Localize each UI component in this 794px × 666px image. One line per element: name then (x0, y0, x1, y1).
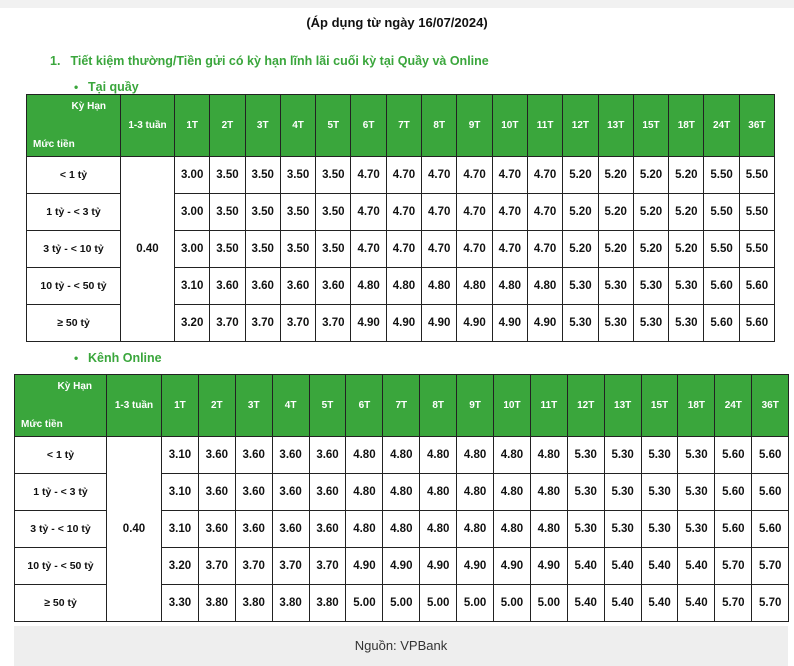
rate-cell: 3.50 (245, 194, 280, 231)
rate-cell: 4.70 (527, 194, 562, 231)
rate-cell: 3.00 (175, 194, 210, 231)
rate-cell: 3.70 (272, 548, 309, 585)
short-term-header (107, 375, 162, 437)
rate-cell: 4.80 (420, 511, 457, 548)
term-header-15t: 15T (641, 375, 678, 437)
rate-cell: 3.60 (245, 268, 280, 305)
rate-cell: 4.80 (346, 474, 383, 511)
rate-cell: 3.50 (316, 194, 351, 231)
short-term-rate: 0.40 (107, 437, 162, 622)
rate-cell: 5.00 (494, 585, 531, 622)
rate-cell: 5.30 (604, 474, 641, 511)
rate-cell: 4.80 (383, 511, 420, 548)
rate-cell: 3.60 (272, 437, 309, 474)
rate-cell: 3.50 (316, 231, 351, 268)
rate-cell: 5.20 (669, 157, 704, 194)
rate-cell: 5.30 (604, 511, 641, 548)
rate-cell: 4.70 (422, 231, 457, 268)
section-number: 1. (50, 54, 61, 68)
rate-cell: 4.80 (386, 268, 421, 305)
term-header-36t: 36T (752, 375, 789, 437)
short-term-rate: 0.40 (121, 157, 175, 342)
rate-cell: 5.20 (563, 194, 598, 231)
rate-cell: 5.30 (641, 474, 678, 511)
rate-cell: 5.20 (633, 231, 668, 268)
tier-label: 10 tỷ - < 50 tỷ (27, 268, 121, 305)
rate-cell: 5.20 (563, 157, 598, 194)
rate-cell: 4.80 (494, 437, 531, 474)
rate-cell: 4.80 (530, 437, 567, 474)
rate-cell: 3.70 (198, 548, 235, 585)
rate-cell: 4.70 (492, 157, 527, 194)
tier-label: 1 tỷ - < 3 tỷ (15, 474, 107, 511)
online-heading (74, 351, 162, 365)
rate-cell: 4.90 (494, 548, 531, 585)
term-header-6t: 6T (351, 95, 386, 157)
rate-cell: 3.80 (198, 585, 235, 622)
rate-cell: 4.90 (457, 305, 492, 342)
rate-cell: 4.80 (492, 268, 527, 305)
rate-cell: 5.20 (598, 231, 633, 268)
rate-cell: 4.80 (527, 268, 562, 305)
rate-cell: 5.30 (633, 268, 668, 305)
term-header-24t: 24T (715, 375, 752, 437)
rate-cell: 5.70 (752, 548, 789, 585)
rate-cell: 5.60 (715, 437, 752, 474)
term-header-12t: 12T (567, 375, 604, 437)
table-row (27, 157, 775, 194)
rate-cell: 5.50 (739, 157, 774, 194)
rate-cell: 4.70 (386, 194, 421, 231)
rate-cell: 4.80 (494, 511, 531, 548)
rate-cell: 5.30 (563, 268, 598, 305)
rate-cell: 4.90 (457, 548, 494, 585)
rate-cell: 3.60 (210, 268, 245, 305)
rate-cell: 4.70 (351, 157, 386, 194)
rate-cell: 3.60 (280, 268, 315, 305)
rate-cell: 4.70 (422, 194, 457, 231)
rate-cell: 3.50 (280, 194, 315, 231)
rate-cell: 5.30 (678, 437, 715, 474)
rate-cell: 3.50 (245, 231, 280, 268)
rate-cell: 4.70 (492, 231, 527, 268)
term-axis-label: Kỳ Hạn (57, 381, 92, 392)
counter-rate-table (26, 94, 775, 342)
rate-cell: 4.80 (351, 268, 386, 305)
rate-cell: 3.60 (198, 474, 235, 511)
rate-cell: 5.20 (563, 231, 598, 268)
rate-cell: 4.80 (383, 437, 420, 474)
rate-cell: 5.50 (704, 194, 739, 231)
rate-cell: 5.20 (598, 157, 633, 194)
rate-cell: 5.00 (383, 585, 420, 622)
term-header-6t: 6T (346, 375, 383, 437)
rate-cell: 5.30 (604, 437, 641, 474)
bullet-icon: • (74, 80, 79, 94)
rate-cell: 5.50 (739, 231, 774, 268)
rate-cell: 5.20 (669, 194, 704, 231)
rate-cell: 5.00 (346, 585, 383, 622)
term-header-4t: 4T (272, 375, 309, 437)
rate-cell: 3.00 (175, 231, 210, 268)
tier-label: 10 tỷ - < 50 tỷ (15, 548, 107, 585)
rate-cell: 5.40 (604, 548, 641, 585)
term-header-13t: 13T (598, 95, 633, 157)
rate-cell: 5.40 (567, 585, 604, 622)
rate-cell: 3.50 (245, 157, 280, 194)
term-header-11t: 11T (530, 375, 567, 437)
rate-cell: 3.60 (309, 437, 346, 474)
tier-label: 1 tỷ - < 3 tỷ (27, 194, 121, 231)
top-bar (0, 0, 794, 8)
rate-cell: 5.20 (633, 194, 668, 231)
rate-cell: 5.60 (715, 474, 752, 511)
rate-cell: 4.70 (386, 157, 421, 194)
term-header-2t: 2T (210, 95, 245, 157)
rate-cell: 3.80 (235, 585, 272, 622)
counter-heading (74, 80, 139, 94)
rate-cell: 5.30 (567, 437, 604, 474)
rate-cell: 3.60 (235, 437, 272, 474)
term-header-5t: 5T (309, 375, 346, 437)
rate-cell: 5.50 (739, 194, 774, 231)
rate-cell: 3.50 (280, 157, 315, 194)
rate-cell: 4.70 (527, 231, 562, 268)
term-header-3t: 3T (245, 95, 280, 157)
rate-cell: 3.50 (210, 157, 245, 194)
rate-cell: 5.30 (563, 305, 598, 342)
rate-cell: 4.80 (494, 474, 531, 511)
term-header-3t: 3T (235, 375, 272, 437)
rate-cell: 3.70 (210, 305, 245, 342)
term-header-18t: 18T (678, 375, 715, 437)
rate-cell: 5.70 (715, 548, 752, 585)
rate-cell: 3.10 (162, 437, 199, 474)
online-heading-label: Kênh Online (88, 351, 162, 365)
rate-cell: 3.60 (272, 474, 309, 511)
rate-cell: 5.60 (739, 268, 774, 305)
term-header-13t: 13T (604, 375, 641, 437)
rate-cell: 4.80 (420, 437, 457, 474)
bullet-icon: • (74, 351, 79, 365)
corner-header-cell (27, 95, 121, 157)
rate-cell: 4.90 (530, 548, 567, 585)
rate-cell: 5.30 (669, 305, 704, 342)
term-header-8t: 8T (422, 95, 457, 157)
rate-cell: 5.00 (457, 585, 494, 622)
term-header-18t: 18T (669, 95, 704, 157)
rate-cell: 4.70 (351, 194, 386, 231)
term-header-9t: 9T (457, 95, 492, 157)
rate-cell: 5.40 (678, 548, 715, 585)
tier-label: ≥ 50 tỷ (15, 585, 107, 622)
rate-cell: 3.70 (309, 548, 346, 585)
rate-cell: 3.50 (210, 231, 245, 268)
short-term-header (121, 95, 175, 157)
rate-cell: 3.70 (235, 548, 272, 585)
rate-cell: 4.80 (530, 511, 567, 548)
rate-cell: 4.70 (457, 194, 492, 231)
rate-cell: 3.20 (162, 548, 199, 585)
term-header-1t: 1T (175, 95, 210, 157)
rate-cell: 5.60 (752, 437, 789, 474)
term-header-11t: 11T (527, 95, 562, 157)
rate-cell: 4.80 (457, 511, 494, 548)
rate-cell: 5.40 (678, 585, 715, 622)
term-header-36t: 36T (739, 95, 774, 157)
term-axis-label: Kỳ Hạn (71, 101, 106, 112)
rate-cell: 3.30 (162, 585, 199, 622)
rate-cell: 5.70 (752, 585, 789, 622)
rate-cell: 5.30 (598, 305, 633, 342)
rate-cell: 5.60 (715, 511, 752, 548)
rate-cell: 5.20 (669, 231, 704, 268)
rate-cell: 5.40 (604, 585, 641, 622)
rate-cell: 3.80 (309, 585, 346, 622)
table-header-row (27, 95, 775, 157)
corner-header-cell (15, 375, 107, 437)
rate-cell: 4.90 (351, 305, 386, 342)
rate-cell: 5.00 (530, 585, 567, 622)
short-term-label: 1-3 tuần (128, 119, 167, 131)
rate-cell: 4.90 (346, 548, 383, 585)
table-header-row (15, 375, 789, 437)
source-text: Nguồn: VPBank (354, 638, 448, 653)
rate-cell: 4.90 (492, 305, 527, 342)
rate-cell: 4.70 (527, 157, 562, 194)
rate-cell: 5.30 (567, 511, 604, 548)
term-header-10t: 10T (492, 95, 527, 157)
term-header-1t: 1T (162, 375, 199, 437)
rate-cell: 5.30 (641, 437, 678, 474)
rate-cell: 5.20 (633, 157, 668, 194)
rate-cell: 4.70 (492, 194, 527, 231)
rate-cell: 3.60 (316, 268, 351, 305)
rate-cell: 5.70 (715, 585, 752, 622)
source-footer (14, 626, 788, 666)
rate-cell: 3.60 (198, 511, 235, 548)
term-header-4t: 4T (280, 95, 315, 157)
rate-cell: 5.30 (678, 474, 715, 511)
rate-cell: 3.60 (309, 511, 346, 548)
rate-cell: 4.80 (457, 474, 494, 511)
term-header-15t: 15T (633, 95, 668, 157)
rate-cell: 5.30 (567, 474, 604, 511)
tier-label: < 1 tỷ (15, 437, 107, 474)
rate-cell: 5.60 (752, 474, 789, 511)
term-header-7t: 7T (386, 95, 421, 157)
rate-cell: 3.60 (272, 511, 309, 548)
rate-cell: 4.80 (346, 437, 383, 474)
rate-cell: 3.60 (309, 474, 346, 511)
rate-cell: 4.80 (346, 511, 383, 548)
rate-cell: 4.80 (383, 474, 420, 511)
rate-cell: 4.80 (530, 474, 567, 511)
term-header-24t: 24T (704, 95, 739, 157)
rate-cell: 3.10 (175, 268, 210, 305)
rate-cell: 3.60 (198, 437, 235, 474)
rate-cell: 3.70 (316, 305, 351, 342)
rate-cell: 5.30 (678, 511, 715, 548)
rate-cell: 4.70 (386, 231, 421, 268)
section-title-text: Tiết kiệm thường/Tiền gửi có kỳ hạn lĩnh lãi cuối kỳ tại Quầy và Online (70, 54, 489, 68)
counter-heading-label: Tại quầy (88, 80, 139, 94)
rate-cell: 4.70 (457, 231, 492, 268)
rate-cell: 4.90 (527, 305, 562, 342)
section-title (50, 54, 489, 68)
rate-cell: 3.50 (280, 231, 315, 268)
rate-cell: 4.70 (422, 157, 457, 194)
rate-cell: 3.00 (175, 157, 210, 194)
term-header-8t: 8T (420, 375, 457, 437)
rate-cell: 4.90 (386, 305, 421, 342)
tier-label: ≥ 50 tỷ (27, 305, 121, 342)
tier-label: < 1 tỷ (27, 157, 121, 194)
rate-cell: 5.60 (704, 268, 739, 305)
term-header-5t: 5T (316, 95, 351, 157)
rate-cell: 4.80 (457, 437, 494, 474)
rate-cell: 5.50 (704, 157, 739, 194)
term-header-2t: 2T (198, 375, 235, 437)
rate-cell: 4.80 (420, 474, 457, 511)
tier-label: 3 tỷ - < 10 tỷ (15, 511, 107, 548)
rate-cell: 4.90 (422, 305, 457, 342)
rate-cell: 3.80 (272, 585, 309, 622)
term-header-10t: 10T (494, 375, 531, 437)
rate-cell: 5.00 (420, 585, 457, 622)
amount-axis-label: Mức tiền (33, 139, 75, 150)
rate-cell: 5.20 (598, 194, 633, 231)
term-header-9t: 9T (457, 375, 494, 437)
rate-cell: 5.50 (704, 231, 739, 268)
online-rate-table (14, 374, 789, 622)
rate-cell: 5.60 (704, 305, 739, 342)
rate-cell: 3.20 (175, 305, 210, 342)
rate-cell: 4.90 (383, 548, 420, 585)
term-header-12t: 12T (563, 95, 598, 157)
rate-cell: 3.70 (280, 305, 315, 342)
rate-cell: 3.10 (162, 511, 199, 548)
short-term-label: 1-3 tuần (114, 399, 154, 411)
term-header-7t: 7T (383, 375, 420, 437)
rate-cell: 5.30 (641, 511, 678, 548)
effective-date-subtitle: (Áp dụng từ ngày 16/07/2024) (306, 15, 488, 30)
rate-cell: 3.50 (316, 157, 351, 194)
rate-cell: 3.50 (210, 194, 245, 231)
table-row (15, 437, 789, 474)
rate-cell: 3.60 (235, 511, 272, 548)
rate-cell: 3.10 (162, 474, 199, 511)
rate-cell: 3.70 (245, 305, 280, 342)
rate-cell: 4.90 (420, 548, 457, 585)
rate-cell: 3.60 (235, 474, 272, 511)
rate-cell: 5.40 (641, 548, 678, 585)
rate-cell: 5.30 (669, 268, 704, 305)
rate-cell: 5.30 (633, 305, 668, 342)
rate-cell: 5.40 (641, 585, 678, 622)
rate-cell: 5.60 (752, 511, 789, 548)
rate-cell: 5.60 (739, 305, 774, 342)
rate-cell: 5.30 (598, 268, 633, 305)
amount-axis-label: Mức tiền (21, 419, 63, 430)
rate-cell: 4.70 (457, 157, 492, 194)
rate-cell: 4.80 (457, 268, 492, 305)
tier-label: 3 tỷ - < 10 tỷ (27, 231, 121, 268)
rate-cell: 4.80 (422, 268, 457, 305)
rate-cell: 5.40 (567, 548, 604, 585)
rate-cell: 4.70 (351, 231, 386, 268)
